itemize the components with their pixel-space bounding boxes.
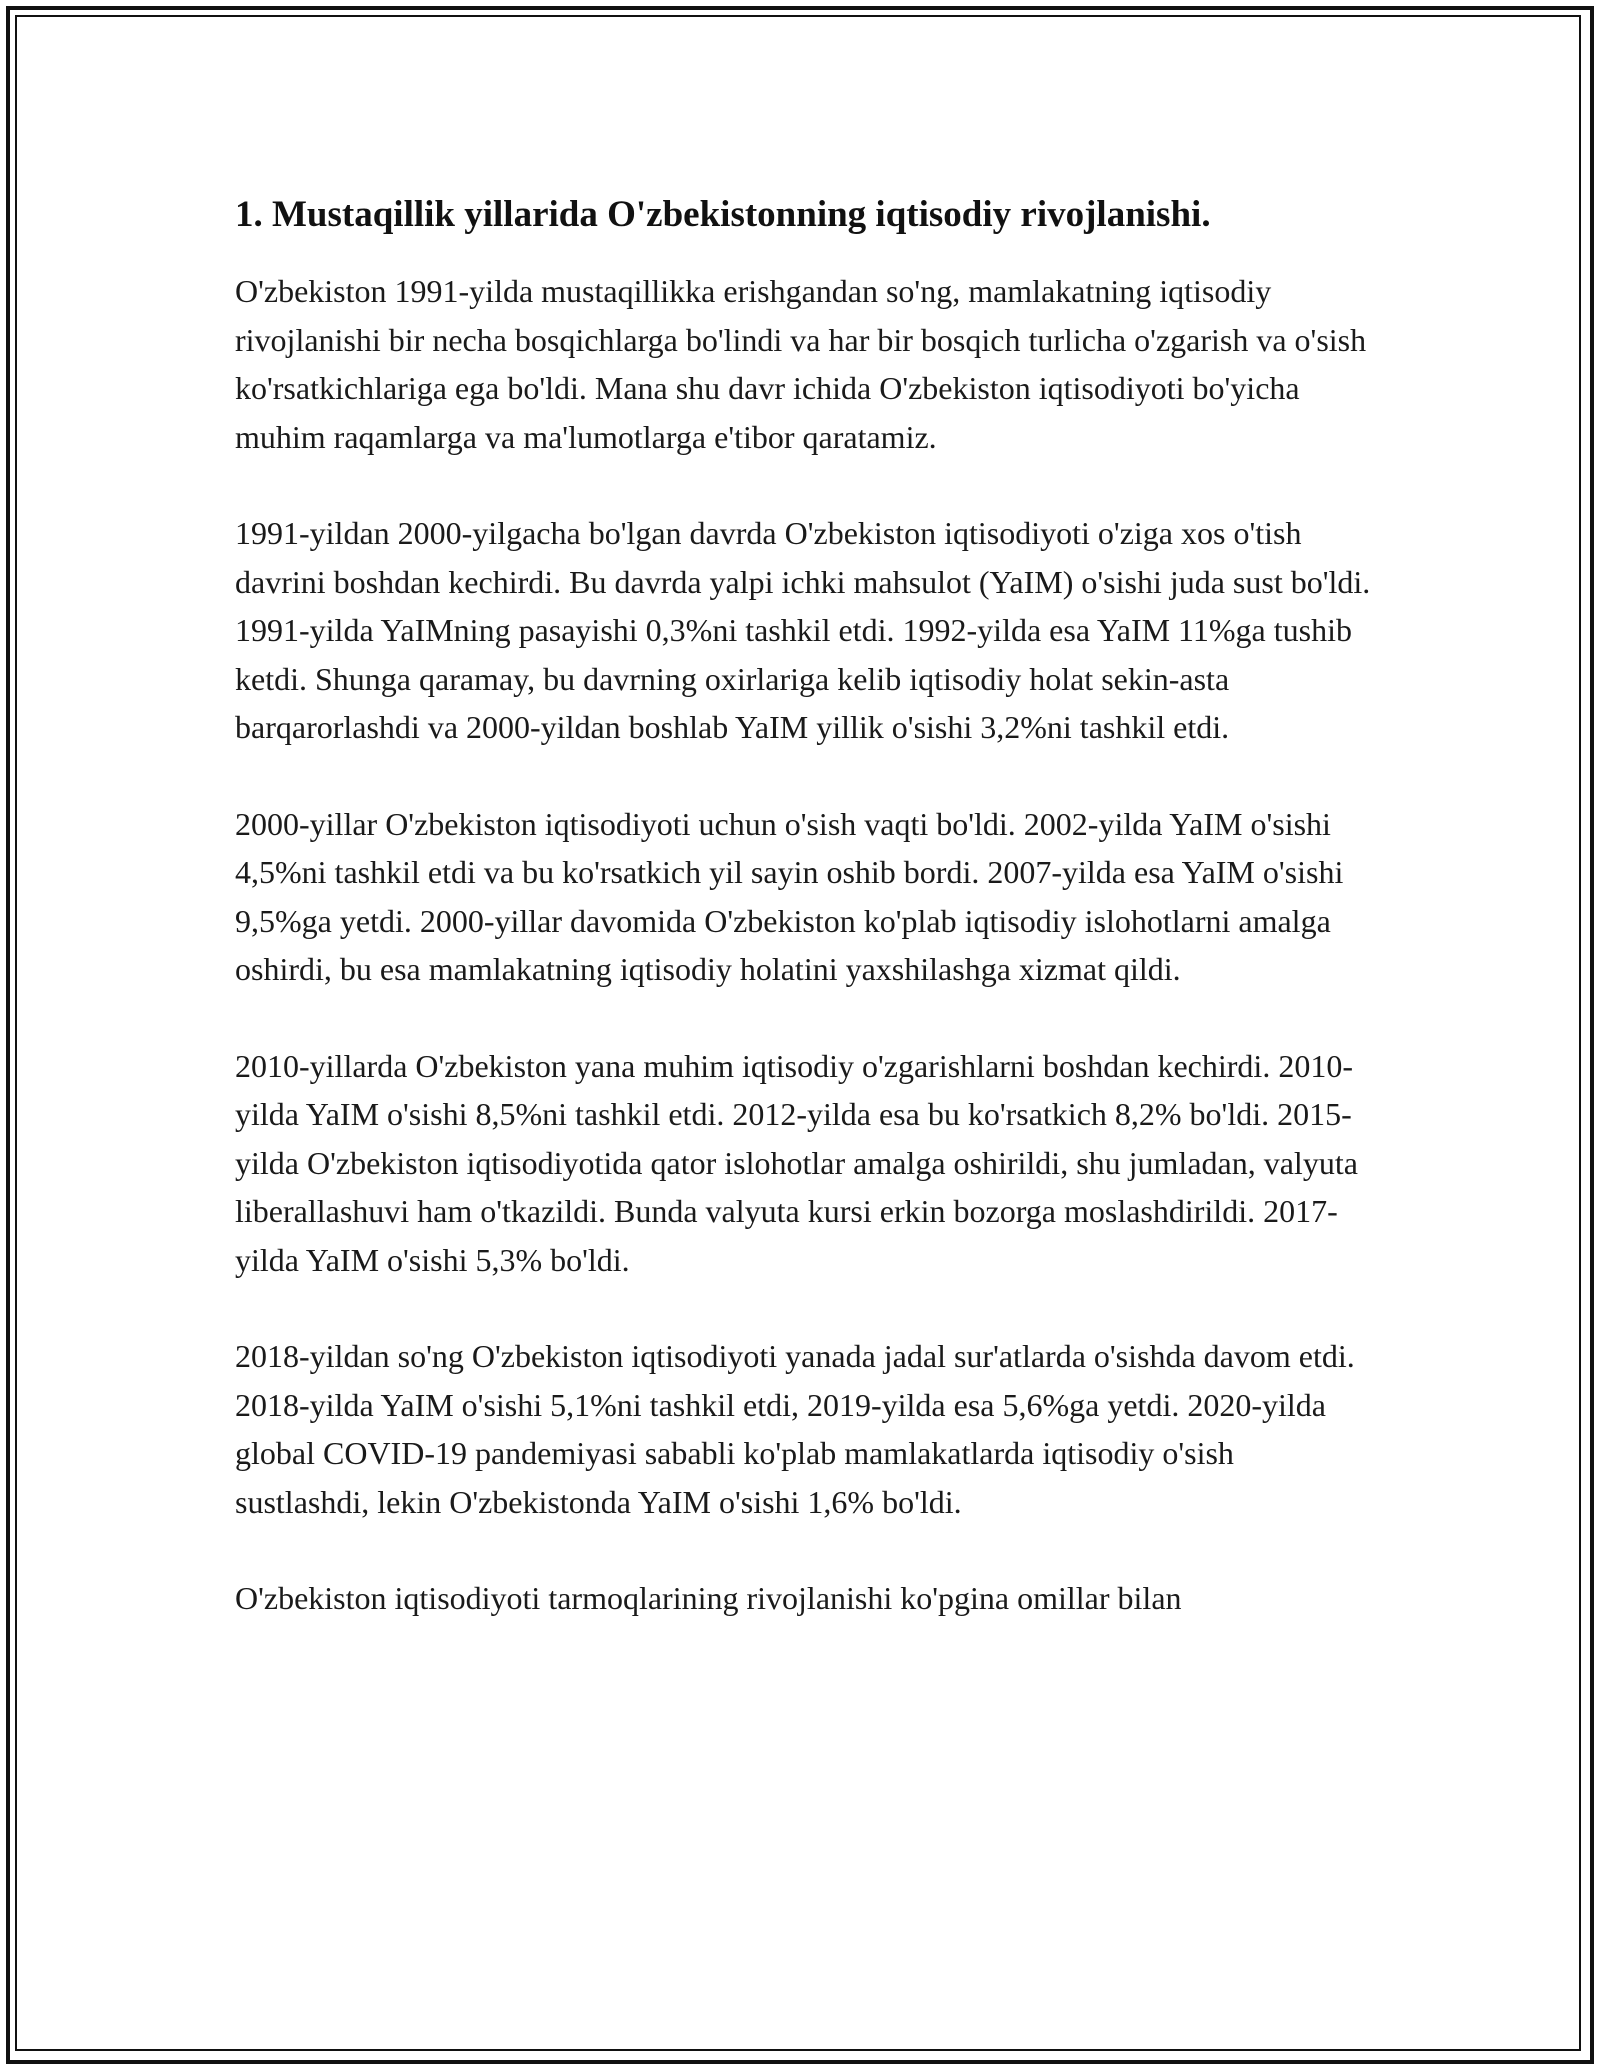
paragraph-1991-2000: 1991-yildan 2000-yilgacha bo'lgan davrda O'zbekiston iqtisodiyoti o'ziga xos o'tish davrini boshdan kechirdi. Bu davrda yalpi ichki mahsulot (YaIM) o'sishi juda sust bo'ldi. 1991-yilda YaIMning pasayishi 0,3%ni tashkil etdi. 1992-yilda esa YaIM 11%ga tushib ketdi. Shunga qaramay, bu davrning oxirlariga kelib iqtisodiy holat sekin-asta barqarorlashdi va 2000-yildan boshlab YaIM yillik o'sishi 3,2%ni tashkil etdi. (235, 515, 1371, 745)
section-heading: 1. Mustaqillik yillarida O'zbekistonning iqtisodiy rivojlanishi. (235, 194, 1211, 235)
paragraph-2018-onward: 2018-yildan so'ng O'zbekiston iqtisodiyoti yanada jadal sur'atlarda o'sishda davom etdi. 2018-yilda YaIM o'sishi 5,1%ni tashkil etdi, 2019-yilda esa 5,6%ga yetdi. 2020-yilda global COVID-19 pandemiyasi sababli ko'plab mamlakatlarda iqtisodiy o'sish sustlashdi, lekin O'zbekistonda YaIM o'sishi 1,6% bo'ldi. (235, 1338, 1355, 1520)
paragraph-sectors: O'zbekiston iqtisodiyoti tarmoqlarining rivojlanishi ko'pgina omillar bilan (235, 1580, 1182, 1616)
paragraph-2010s: 2010-yillarda O'zbekiston yana muhim iqtisodiy o'zgarishlarni boshdan kechirdi. 2010-yilda YaIM o'sishi 8,5%ni tashkil etdi. 2012-yilda esa bu ko'rsatkich 8,2% bo'ldi. 2015-yilda O'zbekiston iqtisodiyotida qator islohotlar amalga oshirildi, shu jumladan, valyuta liberallashuvi ham o'tkazildi. Bunda valyuta kursi erkin bozorga moslashdirildi. 2017-yilda YaIM o'sishi 5,3% bo'ldi. (235, 1047, 1358, 1278)
paragraph-2000s: 2000-yillar O'zbekiston iqtisodiyoti uchun o'sish vaqti bo'ldi. 2002-yilda YaIM o'sishi 4,5%ni tashkil etdi va bu ko'rsatkich yil sayin oshib bordi. 2007-yilda esa YaIM o'sishi 9,5%ga yetdi. 2000-yillar davomida O'zbekiston ko'plab iqtisodiy islohotlarni amalga oshirdi, bu esa mamlakatning iqtisodiy holatini yaxshilashga xizmat qildi. (235, 805, 1344, 987)
document-body (235, 185, 1375, 1671)
paragraph-intro: O'zbekiston 1991-yilda mustaqillikka erishgandan so'ng, mamlakatning iqtisodiy rivojlanishi bir necha bosqichlarga bo'lindi va har bir bosqich turlicha o'zgarish va o'sish ko'rsatkichlariga ega bo'ldi. Mana shu davr ichida O'zbekiston iqtisodiyoti bo'yicha muhim raqamlarga va ma'lumotlarga e'tibor qaratamiz. (235, 273, 1367, 455)
